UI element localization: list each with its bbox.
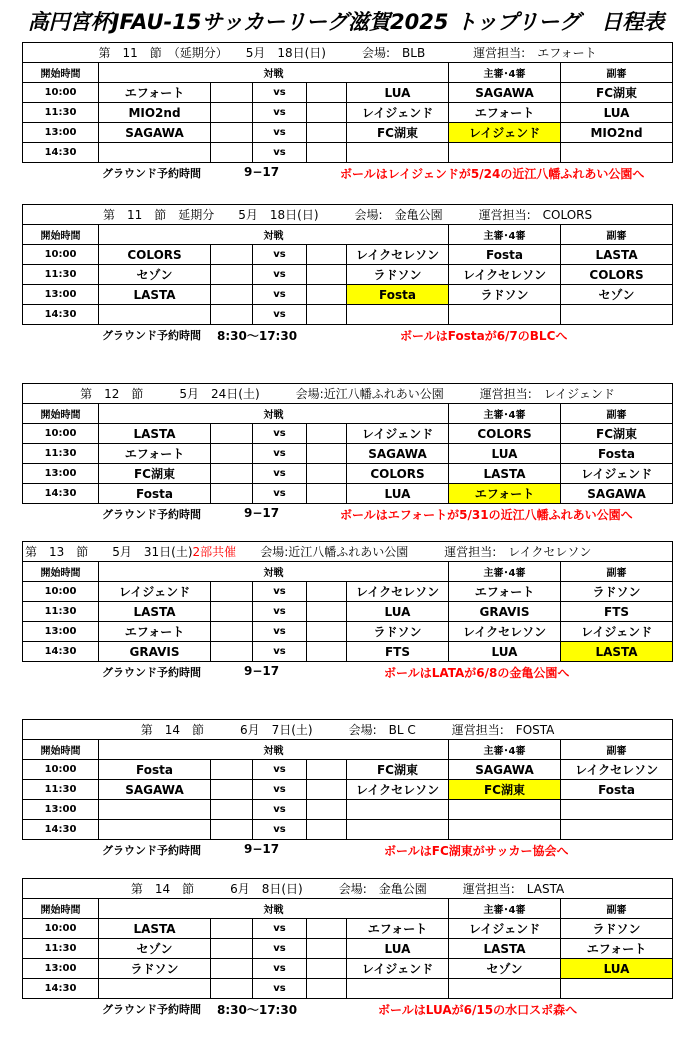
referee: エフォート (449, 103, 561, 123)
col-time: 開始時間 (23, 740, 99, 760)
referee: LUA (449, 642, 561, 662)
vs-label: vs (253, 305, 307, 325)
col-assistant: 副審 (561, 740, 673, 760)
away-team: レイクセレソン (347, 582, 449, 602)
away-team (347, 979, 449, 999)
home-team (99, 143, 211, 163)
away-team: レイクセレソン (347, 780, 449, 800)
home-team: SAGAWA (99, 780, 211, 800)
away-team-highlighted: Fosta (347, 285, 449, 305)
referee: LASTA (449, 939, 561, 959)
start-time: 14:30 (23, 484, 99, 504)
vs-label: vs (253, 464, 307, 484)
schedule-block-13 (22, 541, 672, 682)
assistant-referee: MIO2nd (561, 123, 673, 143)
assistant-referee (561, 820, 673, 840)
table-row (23, 424, 673, 444)
start-time: 13:00 (23, 622, 99, 642)
assistant-referee (561, 979, 673, 999)
start-time: 14:30 (23, 979, 99, 999)
assistant-referee: FC湖東 (561, 83, 673, 103)
schedule-table (22, 204, 673, 325)
referee-highlighted: FC湖東 (449, 780, 561, 800)
away-team (347, 305, 449, 325)
away-team: レイジェンド (347, 103, 449, 123)
away-team (347, 143, 449, 163)
col-match: 対戦 (99, 63, 449, 83)
ball-note: ボールはFostaが6/7のBLCへ (400, 329, 568, 343)
assistant-referee: エフォート (561, 939, 673, 959)
table-row (23, 484, 673, 504)
start-time: 10:00 (23, 919, 99, 939)
col-match: 対戦 (99, 404, 449, 424)
schedule-block-14-blc (22, 719, 672, 860)
block-header: 第 14 節 6月 7日(土) 会場: BL C 運営担当: FOSTA (23, 720, 673, 740)
block-note (22, 999, 672, 1019)
home-team: Fosta (99, 760, 211, 780)
table-row (23, 103, 673, 123)
start-time: 11:30 (23, 780, 99, 800)
home-team (99, 800, 211, 820)
assistant-referee-highlighted: LASTA (561, 642, 673, 662)
vs-label: vs (253, 83, 307, 103)
table-row (23, 760, 673, 780)
ground-time: 9−17 (244, 165, 280, 179)
ground-label: グラウンド予約時間 (102, 167, 201, 180)
start-time: 13:00 (23, 464, 99, 484)
col-assistant: 副審 (561, 63, 673, 83)
away-team (347, 800, 449, 820)
ball-note: ボールはLATAが6/8の金亀公園へ (384, 666, 570, 680)
assistant-referee: レイジェンド (561, 464, 673, 484)
table-row (23, 245, 673, 265)
referee: ラドソン (449, 285, 561, 305)
start-time: 11:30 (23, 103, 99, 123)
assistant-referee: ラドソン (561, 919, 673, 939)
start-time: 13:00 (23, 123, 99, 143)
home-team: セゾン (99, 265, 211, 285)
assistant-referee: LUA (561, 103, 673, 123)
start-time: 10:00 (23, 582, 99, 602)
start-time: 11:30 (23, 265, 99, 285)
away-team: FC湖東 (347, 760, 449, 780)
referee: GRAVIS (449, 602, 561, 622)
col-time: 開始時間 (23, 404, 99, 424)
referee: SAGAWA (449, 760, 561, 780)
vs-label: vs (253, 820, 307, 840)
ground-label: グラウンド予約時間 (102, 329, 201, 342)
assistant-referee: Fosta (561, 780, 673, 800)
ground-time: 8:30〜17:30 (217, 1003, 298, 1017)
block-header: 第 12 節 5月 24日(土) 会場:近江八幡ふれあい公園 運営担当: レイジェンド (23, 384, 673, 404)
home-team: LASTA (99, 424, 211, 444)
assistant-referee (561, 305, 673, 325)
away-team (347, 820, 449, 840)
assistant-referee (561, 143, 673, 163)
home-team: SAGAWA (99, 123, 211, 143)
vs-label: vs (253, 979, 307, 999)
start-time: 10:00 (23, 83, 99, 103)
ground-label: グラウンド予約時間 (102, 1003, 201, 1016)
table-row (23, 642, 673, 662)
start-time: 13:00 (23, 800, 99, 820)
vs-label: vs (253, 780, 307, 800)
table-row (23, 919, 673, 939)
table-row (23, 123, 673, 143)
referee: Fosta (449, 245, 561, 265)
vs-label: vs (253, 602, 307, 622)
col-match: 対戦 (99, 899, 449, 919)
home-team: MIO2nd (99, 103, 211, 123)
away-team: LUA (347, 939, 449, 959)
home-team: エフォート (99, 444, 211, 464)
referee (449, 800, 561, 820)
away-team: ラドソン (347, 265, 449, 285)
assistant-referee: LASTA (561, 245, 673, 265)
block-header (23, 542, 673, 562)
vs-label: vs (253, 959, 307, 979)
block-note (22, 840, 672, 860)
ground-label: グラウンド予約時間 (102, 666, 201, 679)
vs-label: vs (253, 245, 307, 265)
home-team: セゾン (99, 939, 211, 959)
referee: COLORS (449, 424, 561, 444)
away-team: レイクセレソン (347, 245, 449, 265)
home-team: エフォート (99, 83, 211, 103)
referee: レイクセレソン (449, 622, 561, 642)
ground-label: グラウンド予約時間 (102, 844, 201, 857)
block-header: 第 14 節 6月 8日(日) 会場: 金亀公園 運営担当: LASTA (23, 879, 673, 899)
assistant-referee: COLORS (561, 265, 673, 285)
away-team: エフォート (347, 919, 449, 939)
referee (449, 820, 561, 840)
table-row (23, 444, 673, 464)
referee: LASTA (449, 464, 561, 484)
home-team: LASTA (99, 919, 211, 939)
away-team: LUA (347, 602, 449, 622)
schedule-block-14-kinki (22, 878, 672, 1019)
start-time: 14:30 (23, 820, 99, 840)
assistant-referee: FC湖東 (561, 424, 673, 444)
start-time: 14:30 (23, 143, 99, 163)
start-time: 10:00 (23, 424, 99, 444)
start-time: 11:30 (23, 602, 99, 622)
ball-note: ボールはレイジェンドが5/24の近江八幡ふれあい公園へ (340, 167, 645, 181)
table-row (23, 602, 673, 622)
schedule-block-11-postponed-blb (22, 42, 672, 183)
assistant-referee: セゾン (561, 285, 673, 305)
vs-label: vs (253, 760, 307, 780)
assistant-referee: SAGAWA (561, 484, 673, 504)
home-team: COLORS (99, 245, 211, 265)
away-team: COLORS (347, 464, 449, 484)
vs-label: vs (253, 919, 307, 939)
block-header: 第 11 節 延期分 5月 18日(日) 会場: 金亀公園 運営担当: COLORS (23, 205, 673, 225)
ball-note: ボールはLUAが6/15の水口スポ森へ (378, 1003, 578, 1017)
vs-label: vs (253, 123, 307, 143)
col-match: 対戦 (99, 225, 449, 245)
schedule-table (22, 42, 673, 163)
referee: セゾン (449, 959, 561, 979)
col-time: 開始時間 (23, 899, 99, 919)
start-time: 13:00 (23, 959, 99, 979)
home-team: GRAVIS (99, 642, 211, 662)
home-team: LASTA (99, 285, 211, 305)
header-venue: 会場:近江八幡ふれあい公園 運営担当: レイクセレソン (236, 545, 592, 559)
col-referee: 主審･4審 (449, 562, 561, 582)
col-referee: 主審･4審 (449, 63, 561, 83)
table-row (23, 83, 673, 103)
assistant-referee: Fosta (561, 444, 673, 464)
vs-label: vs (253, 103, 307, 123)
start-time: 11:30 (23, 444, 99, 464)
start-time: 10:00 (23, 760, 99, 780)
vs-label: vs (253, 285, 307, 305)
col-time: 開始時間 (23, 562, 99, 582)
table-row (23, 622, 673, 642)
col-referee: 主審･4審 (449, 404, 561, 424)
away-team: FC湖東 (347, 123, 449, 143)
col-referee: 主審･4審 (449, 225, 561, 245)
home-team: FC湖東 (99, 464, 211, 484)
away-team: LUA (347, 484, 449, 504)
assistant-referee (561, 800, 673, 820)
referee: レイジェンド (449, 919, 561, 939)
vs-label: vs (253, 939, 307, 959)
home-team: エフォート (99, 622, 211, 642)
col-referee: 主審･4審 (449, 899, 561, 919)
vs-label: vs (253, 444, 307, 464)
ground-time: 8:30〜17:30 (217, 329, 298, 343)
schedule-block-11-postponed-kinki (22, 204, 672, 345)
referee: LUA (449, 444, 561, 464)
block-note (22, 163, 672, 183)
home-team: ラドソン (99, 959, 211, 979)
referee: レイクセレソン (449, 265, 561, 285)
away-team: SAGAWA (347, 444, 449, 464)
referee: エフォート (449, 582, 561, 602)
schedule-table (22, 541, 673, 662)
col-assistant: 副審 (561, 404, 673, 424)
col-assistant: 副審 (561, 899, 673, 919)
assistant-referee: レイジェンド (561, 622, 673, 642)
away-team: LUA (347, 83, 449, 103)
table-row (23, 820, 673, 840)
col-assistant: 副審 (561, 562, 673, 582)
ground-time: 9−17 (244, 506, 280, 520)
vs-label: vs (253, 582, 307, 602)
start-time: 11:30 (23, 939, 99, 959)
referee: SAGAWA (449, 83, 561, 103)
table-row (23, 305, 673, 325)
col-time: 開始時間 (23, 63, 99, 83)
referee (449, 143, 561, 163)
table-row (23, 959, 673, 979)
away-team: FTS (347, 642, 449, 662)
block-note (22, 662, 672, 682)
vs-label: vs (253, 642, 307, 662)
col-match: 対戦 (99, 562, 449, 582)
assistant-referee: FTS (561, 602, 673, 622)
col-time: 開始時間 (23, 225, 99, 245)
assistant-referee: ラドソン (561, 582, 673, 602)
referee (449, 979, 561, 999)
page-title: 高円宮杯JFAU-15サッカーリーグ滋賀2025 トップリーグ 日程表 (27, 10, 665, 34)
assistant-referee-highlighted: LUA (561, 959, 673, 979)
away-team: レイジェンド (347, 959, 449, 979)
home-team (99, 979, 211, 999)
start-time: 14:30 (23, 305, 99, 325)
block-note (22, 504, 672, 524)
home-team: レイジェンド (99, 582, 211, 602)
table-row (23, 464, 673, 484)
away-team: ラドソン (347, 622, 449, 642)
vs-label: vs (253, 265, 307, 285)
referee-highlighted: エフォート (449, 484, 561, 504)
away-team: レイジェンド (347, 424, 449, 444)
start-time: 13:00 (23, 285, 99, 305)
table-row (23, 939, 673, 959)
table-row (23, 582, 673, 602)
assistant-referee: レイクセレソン (561, 760, 673, 780)
ground-time: 9−17 (244, 842, 280, 856)
schedule-table (22, 878, 673, 999)
ball-note: ボールはエフォートが5/31の近江八幡ふれあい公園へ (340, 508, 633, 522)
header-main: 第 13 節 5月 31日(土) (25, 545, 193, 559)
col-match: 対戦 (99, 740, 449, 760)
schedule-block-12 (22, 383, 672, 524)
col-referee: 主審･4審 (449, 740, 561, 760)
table-row (23, 285, 673, 305)
vs-label: vs (253, 800, 307, 820)
vs-label: vs (253, 143, 307, 163)
table-row (23, 979, 673, 999)
table-row (23, 800, 673, 820)
table-row (23, 780, 673, 800)
col-assistant: 副審 (561, 225, 673, 245)
table-row (23, 265, 673, 285)
vs-label: vs (253, 424, 307, 444)
referee (449, 305, 561, 325)
home-team (99, 305, 211, 325)
home-team: Fosta (99, 484, 211, 504)
schedule-table (22, 383, 673, 504)
vs-label: vs (253, 622, 307, 642)
start-time: 14:30 (23, 642, 99, 662)
ground-time: 9−17 (244, 664, 280, 678)
ground-label: グラウンド予約時間 (102, 508, 201, 521)
start-time: 10:00 (23, 245, 99, 265)
home-team: LASTA (99, 602, 211, 622)
joint-host-badge: 2部共催 (192, 545, 237, 559)
block-note (22, 325, 672, 345)
ball-note: ボールはFC湖東がサッカー協会へ (384, 844, 569, 858)
home-team (99, 820, 211, 840)
vs-label: vs (253, 484, 307, 504)
table-row (23, 143, 673, 163)
block-header: 第 11 節 （延期分） 5月 18日(日) 会場: BLB 運営担当: エフォート (23, 43, 673, 63)
referee-highlighted: レイジェンド (449, 123, 561, 143)
schedule-table (22, 719, 673, 840)
